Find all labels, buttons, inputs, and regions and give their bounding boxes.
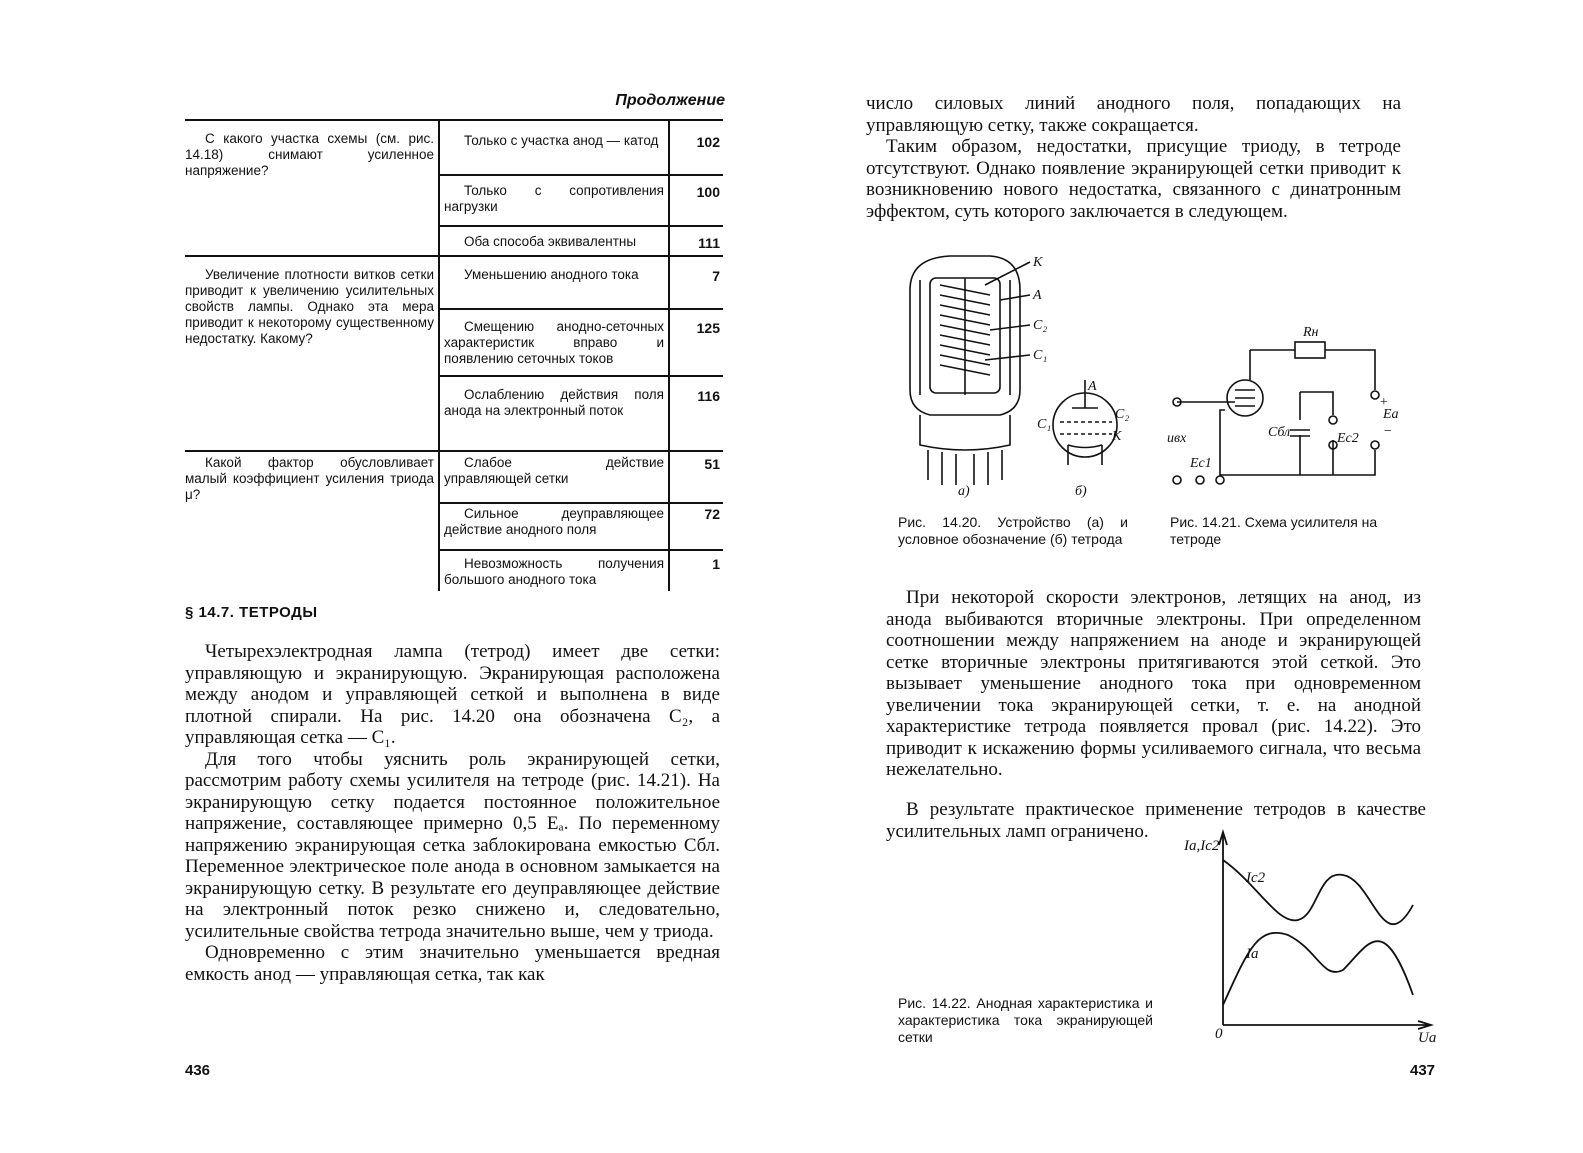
- fig20-label-k: К: [1033, 255, 1043, 270]
- ref-2-2: 125: [696, 320, 720, 336]
- fig20-sym-c2: C₂: [1115, 407, 1130, 422]
- right-paragraph-4-text: В результате практическое применение тетродов в качестве усилительных ламп ограничено.: [886, 799, 1426, 842]
- answer-2-1: Уменьшению анодного тока: [464, 267, 639, 282]
- question-1: С какого участка схемы (см. рис. 14.18) снимают усиленное напряжение?: [185, 131, 434, 178]
- fig21-label-ec2: Ec2: [1337, 431, 1359, 446]
- fig21-label-uvx: uвх: [1167, 431, 1187, 446]
- fig22-curve-ia-label: Ia: [1246, 946, 1259, 962]
- answer-1-2: Только с сопротивления нагрузки: [444, 183, 664, 214]
- fig21-label-ec1: Ec1: [1190, 456, 1212, 471]
- answer-3-1: Слабое действие управляющей сетки: [444, 455, 664, 486]
- tube-pins: [928, 450, 1002, 485]
- caption-14-21: Рис. 14.21. Схема усилителя на тетроде: [1170, 514, 1378, 547]
- curve-ia: [1223, 933, 1413, 1005]
- right-body-mid: [886, 587, 1421, 781]
- tube-base: [920, 415, 1010, 450]
- continuation-label: Продолжение: [615, 92, 725, 109]
- fig21-minus: −: [1383, 424, 1393, 439]
- fig21-label-ea: Ea: [1383, 407, 1399, 422]
- ref-3-2: 72: [704, 506, 720, 522]
- caption-14-22: Рис. 14.22. Анодная характеристика и характеристика тока экранирующей сетки: [898, 995, 1153, 1045]
- right-paragraph-1: число силовых линий анодного поля, попадающих на управляющую сетку, также сокращается.: [866, 93, 1401, 136]
- ref-2-3: 116: [697, 388, 720, 404]
- answer-2-2: Смещению анодно-сеточных характеристик вправо и появлению сеточных токов: [444, 319, 664, 366]
- figure-14-21: [1165, 290, 1405, 505]
- quiz-table: [185, 119, 725, 594]
- fig20-label-c1: C₁: [1033, 348, 1048, 363]
- fig22-curve-ic2-label: Ic2: [1246, 870, 1266, 886]
- fig22-x-label: Ua: [1418, 1030, 1437, 1046]
- right-paragraph-2: Таким образом, недостатки, присущие триоду, в тетроде отсутствуют. Однако появление экранирующей сетки приводит к возникновению нового недостатка, связанного с динатронным эффектом, суть которого заключается в следующем.: [866, 136, 1401, 222]
- fig20-sym-k: К: [1112, 429, 1122, 444]
- x-axis: [1223, 1021, 1431, 1029]
- fig21-label-rn: Rн: [1303, 325, 1319, 340]
- fig20-sub-b: б): [1075, 484, 1087, 499]
- answer-3-3: Невозможность получения большого анодного тока: [444, 556, 664, 587]
- ref-1-1: 102: [696, 134, 720, 150]
- right-paragraph-3: При некоторой скорости электронов, летящих на анод, из анода выбиваются вторичные электроны. При определенном соотношении между напряжением на аноде и экранирующей сетке вторичные электроны притягиваются этой сеткой. Это вызывает уменьшение анодного тока при одновременном увеличении тока экранирующей сетки, т. е. на анодной характеристике тетрода появляется провал (рис. 14.22). Это приводит к искажению формы усиливаемого сигнала, что весьма нежелательно.: [886, 587, 1421, 780]
- left-paragraph-2: Для того чтобы уяснить роль экранирующей сетки, рассмотрим работу схемы усилителя на тетроде (рис. 14.21). На экранирующую сетку подается постоянное положительное напряжение, составляющее примерно 0,5 Eₐ. По переменному напряжению экранирующая сетка заблокирована емкостью Cбл. Переменное электрическое поле анода в основном замыкается на экранирующую сетку. В результате его деуправляющее действие на электронный поток резко снижено и, следовательно, усилительные свойства тетрода значительно выше, чем у триода.: [185, 748, 720, 942]
- figure-14-22: [1178, 820, 1446, 1050]
- fig22-y-label: Ia,Ic2: [1184, 838, 1220, 854]
- ref-3-1: 51: [704, 456, 720, 472]
- figure-14-20: [890, 250, 1150, 505]
- fig22-origin: 0: [1215, 1026, 1223, 1042]
- caption-14-20: Рис. 14.20. Устройство (а) и условное обозначение (б) тетрода: [898, 514, 1128, 547]
- answer-1-1: Только с участка анод — катод: [464, 133, 659, 148]
- ref-3-3: 1: [712, 556, 720, 572]
- fig20-sym-c1: C₁: [1037, 417, 1052, 432]
- fig20-label-a: А: [1033, 288, 1042, 303]
- load-resistor: [1295, 342, 1325, 358]
- fig21-plus: +: [1379, 395, 1389, 410]
- question-3: Какой фактор обусловливает малый коэффициент усиления триода μ?: [185, 455, 434, 502]
- section-heading: § 14.7. ТЕТРОДЫ: [185, 604, 318, 621]
- left-paragraph-3: Одновременно с этим значительно уменьшается вредная емкость анод — управляющая сетка, так как: [185, 942, 720, 985]
- question-2: Увеличение плотности витков сетки приводит к увеличению усилительных свойств лампы. Однако эта мера приводит к некоторому существенному недостатку. Какому?: [185, 267, 434, 346]
- ref-1-3: 111: [698, 235, 720, 251]
- answer-2-3: Ослаблению действия поля анода на электронный поток: [444, 387, 664, 418]
- answer-3-2: Сильное деуправляющее действие анодного поля: [444, 506, 664, 537]
- right-paragraph-4: [886, 799, 1426, 842]
- left-body: [185, 641, 720, 985]
- answer-1-3: Оба способа эквивалентны: [464, 234, 637, 249]
- fig20-label-c2: C₂: [1033, 318, 1048, 333]
- fig21-label-cbl: Cбл: [1268, 425, 1291, 440]
- fig20-sub-a: а): [958, 484, 970, 499]
- page-number-left: 436: [185, 1062, 211, 1079]
- right-body-top: [866, 93, 1401, 222]
- left-paragraph-1: Четырехэлектродная лампа (тетрод) имеет две сетки: управляющую и экранирующую. Экранирующая расположена между анодом и управляющей сеткой и выполнена в виде плотной спирали. На рис. 14.20 она обозначена C₂, а управляющая сетка — C₁.: [185, 641, 720, 748]
- fig20-sym-a: А: [1088, 379, 1097, 394]
- ref-2-1: 7: [712, 268, 720, 284]
- ref-1-2: 100: [696, 184, 720, 200]
- page-number-right: 437: [1410, 1062, 1436, 1079]
